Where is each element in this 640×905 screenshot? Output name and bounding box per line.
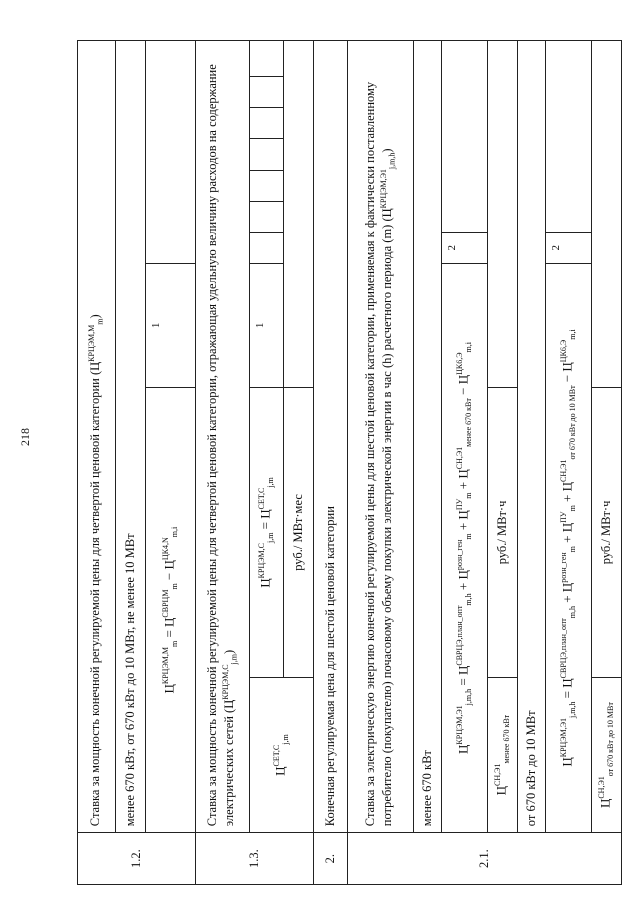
empty-cell [284, 41, 314, 388]
table-row-2-1-formula2 [546, 41, 592, 885]
unit-cell: руб./ МВт·ч [592, 387, 622, 677]
empty-cell [250, 77, 284, 108]
row-number: 1.3. [196, 833, 314, 885]
table-row-2-1-formula1 [442, 41, 488, 885]
formula-label-cell: $Ц^{СН,Э1}_{от 670 кВт до 10 МВт}$ [592, 677, 622, 832]
note-mark: 2 [546, 232, 592, 263]
table-row-2-1-unit2 [592, 41, 622, 885]
table-row-1-2 [78, 41, 116, 885]
empty-cell [250, 108, 284, 139]
row-number: 1.2. [78, 833, 196, 885]
rotated-table-wrapper [77, 40, 617, 885]
table-row-1-3 [196, 41, 250, 885]
formula-label-cell: $Ц^{СЕТ,С}_{j,m}$ [250, 677, 314, 832]
row-title: Конечная регулируемая цена для шестой ценовой категории [314, 41, 348, 833]
row-title: Ставка за мощность конечной регулируемой цены для четвертой ценовой категории $(Ц^{КРЦЭМ,М}_m)$ [78, 41, 116, 833]
row-subtitle: менее 670 кВт [414, 41, 442, 833]
note-mark: 2 [442, 232, 488, 263]
empty-cell [146, 41, 196, 264]
empty-cell [250, 201, 284, 232]
formula-cell: $Ц^{КРЦЭМ,Э1}_{j,m,h} = Ц^{СВРЦЭ,план\_опт}_{m,h} + Ц^{розн\_ген}_m + Ц^{ПУ}_m + Ц^{СН,Э1}_{менее 670 кВт} - Ц^{ЦК6,Э}_{m,i}$ [442, 263, 488, 833]
table-row-2-1 [348, 41, 414, 885]
formula-cell: $Ц^{КРЦЭМ,С}_{j,m} = Ц^{СЕТ,С}_{j,m}$ [250, 387, 284, 677]
formula-cell: $Ц^{КРЦЭМ,Э1}_{j,m,h} = Ц^{СВРЦЭ,план\_опт}_{m,h} + Ц^{розн\_ген}_m + Ц^{ПУ}_m + Ц^{СН,Э1}_{от 670 кВт до 10 МВт} - Ц^{ЦК6,Э}_{m,i}$ [546, 263, 592, 833]
table-row-2 [314, 41, 348, 885]
empty-cell [442, 41, 488, 233]
empty-cell [250, 41, 284, 77]
unit-cell: руб./ МВт·мес [284, 387, 314, 677]
page-number: 218 [18, 428, 32, 446]
row-title: Ставка за электрическую энергию конечной регулируемой цены для шестой ценовой категории, применяемая к фактически поставленному потребителю (покупателю) почасовому объему покупки электрической энергии в час (h) расчетного периода (m) $(Ц^{КРЦЭМ,Э1}_{j,m,h})$ [348, 41, 414, 833]
formula-label-cell: $Ц^{СН,Э1}_{менее 670 кВт}$ [488, 677, 518, 832]
note-mark: 1 [146, 263, 196, 387]
empty-cell [250, 139, 284, 170]
table-row-2-1-unit1 [488, 41, 518, 885]
empty-cell [250, 170, 284, 201]
table-row-1-3-formula [250, 41, 284, 885]
row-subtitle: менее 670 кВт, от 670 кВт до 10 МВт, не менее 10 МВт [116, 41, 146, 833]
empty-cell [250, 232, 284, 263]
table-row-1-2-sub [116, 41, 146, 885]
row-subtitle: от 670 кВт до 10 МВт [518, 41, 546, 833]
row-number: 2. [314, 833, 348, 885]
table-row-2-1-sub1 [414, 41, 442, 885]
row-title: Ставка за мощность конечной регулируемой цены для четвертой ценовой категории, отражающая удельную величину расходов на содержание электрических сетей $(Ц^{КРЦЭМ,С}_{j,m})$ [196, 41, 250, 833]
tariff-table [77, 40, 622, 885]
note-mark: 1 [250, 263, 284, 387]
row-number: 2.1. [348, 833, 622, 885]
formula-cell: $Ц^{КРЦЭМ,М}_m = Ц^{СВРЦМ}_m - Ц^{ЦК4,N}_{m,i}$ [146, 387, 196, 832]
table-row-1-2-formula [146, 41, 196, 885]
table-row-2-1-sub2 [518, 41, 546, 885]
empty-cell [546, 41, 592, 233]
empty-cell [592, 41, 622, 388]
empty-cell [488, 41, 518, 388]
unit-cell: руб./ МВт·ч [488, 387, 518, 677]
